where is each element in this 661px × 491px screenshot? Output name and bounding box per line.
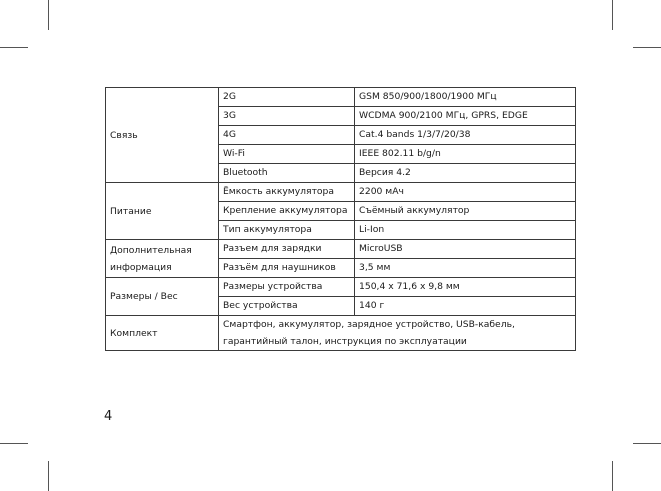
table-row [106,183,576,202]
crop-mark [0,47,28,48]
param-cell: Разъем для зарядки [219,240,355,259]
package-contents-cell [219,316,576,351]
category-line: Дополнительная [110,244,192,256]
value-cell: Li-Ion [355,221,576,240]
value-cell: 150,4 x 71,6 x 9,8 мм [355,278,576,297]
specifications-table [105,87,576,351]
value-cell: Версия 4.2 [355,164,576,183]
crop-mark [633,47,661,48]
crop-mark [48,461,49,491]
category-cell [106,240,219,278]
package-contents-line: гарантийный талон, инструкция по эксплуатации [223,336,467,347]
value-cell: WCDMA 900/2100 МГц, GPRS, EDGE [355,107,576,126]
category-cell: Размеры / Вес [106,278,219,316]
value-cell: 2200 мАч [355,183,576,202]
param-cell: Крепление аккумулятора [219,202,355,221]
crop-mark [633,443,661,444]
table-row [106,88,576,107]
value-cell: GSM 850/900/1800/1900 МГц [355,88,576,107]
param-cell: Wi-Fi [219,145,355,164]
value-cell: 140 г [355,297,576,316]
table-row [106,240,576,259]
value-cell: 3,5 мм [355,259,576,278]
param-cell: 4G [219,126,355,145]
param-cell: Ёмкость аккумулятора [219,183,355,202]
category-cell: Связь [106,88,219,183]
table-row [106,278,576,297]
table-row [106,316,576,351]
param-cell: Разъём для наушников [219,259,355,278]
param-cell: Тип аккумулятора [219,221,355,240]
category-line: информация [110,261,172,273]
value-cell: Съёмный аккумулятор [355,202,576,221]
crop-mark [48,0,49,30]
value-cell: MicroUSB [355,240,576,259]
page-number: 4 [104,409,113,424]
value-cell: Cat.4 bands 1/3/7/20/38 [355,126,576,145]
param-cell: 2G [219,88,355,107]
value-cell: IEEE 802.11 b/g/n [355,145,576,164]
category-cell: Комплект [106,316,219,351]
param-cell: 3G [219,107,355,126]
package-contents-line: Смартфон, аккумулятор, зарядное устройство, USB-кабель, [223,319,515,330]
param-cell: Вес устройства [219,297,355,316]
param-cell: Bluetooth [219,164,355,183]
param-cell: Размеры устройства [219,278,355,297]
crop-mark [0,443,28,444]
crop-mark [612,0,613,30]
category-cell: Питание [106,183,219,240]
crop-mark [612,461,613,491]
